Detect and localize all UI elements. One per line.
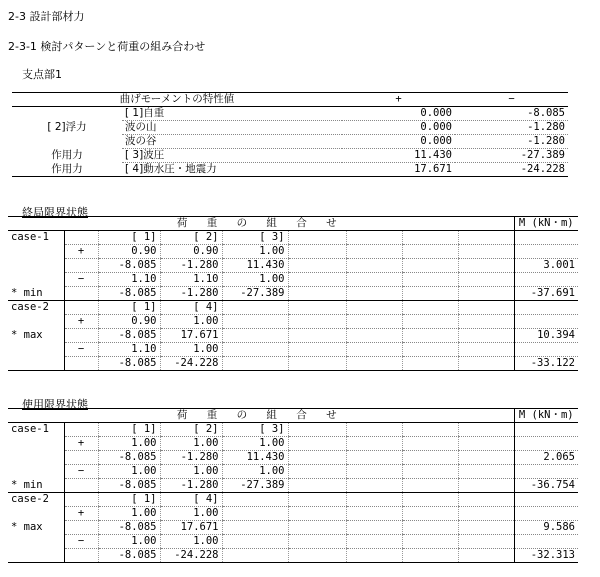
empty-cell bbox=[346, 343, 402, 357]
factor-2-cell: 1.00 bbox=[160, 465, 222, 479]
empty-cell bbox=[288, 549, 346, 563]
empty-cell bbox=[346, 287, 402, 301]
subsection-heading: 2-3-1 検討パターンと荷重の組み合わせ bbox=[8, 40, 206, 53]
sign-cell bbox=[64, 287, 98, 301]
case-label-cell bbox=[8, 549, 64, 563]
case-label-cell: case-1 bbox=[11, 423, 49, 436]
empty-cell bbox=[288, 301, 346, 315]
factor-1-cell: -8.085 bbox=[98, 451, 160, 465]
factor-2-cell: 0.90 bbox=[160, 245, 222, 259]
factor-1-cell: -8.085 bbox=[98, 259, 160, 273]
factor-2-cell: [ 2] bbox=[160, 423, 222, 437]
factor-3-cell: 1.00 bbox=[222, 245, 288, 259]
factor-3-cell bbox=[222, 301, 288, 315]
service-limit-title: 使用限界状態 bbox=[22, 398, 88, 411]
m-value-cell: -32.313 bbox=[514, 549, 578, 563]
char-minus-cell: -8.085 bbox=[455, 107, 568, 121]
empty-cell bbox=[288, 479, 346, 493]
factor-1-cell: [ 1] bbox=[98, 301, 160, 315]
empty-cell bbox=[402, 259, 458, 273]
sign-cell bbox=[64, 301, 98, 315]
case-label-cell: case-2 bbox=[11, 493, 49, 506]
factor-2-cell: 17.671 bbox=[160, 521, 222, 535]
factor-3-cell: 11.430 bbox=[222, 259, 288, 273]
factor-2-cell: -24.228 bbox=[160, 549, 222, 563]
case-label-cell bbox=[8, 535, 64, 549]
empty-cell bbox=[402, 507, 458, 521]
m-value-cell bbox=[514, 231, 578, 245]
empty-cell bbox=[458, 287, 514, 301]
empty-cell bbox=[458, 245, 514, 259]
sign-cell: − bbox=[64, 273, 98, 287]
sign-cell bbox=[64, 357, 98, 371]
empty-cell bbox=[288, 287, 346, 301]
empty-cell bbox=[346, 357, 402, 371]
case-label-cell: * max bbox=[11, 521, 43, 533]
factor-1-cell: 1.10 bbox=[98, 273, 160, 287]
factor-1-cell: 0.90 bbox=[98, 245, 160, 259]
factor-3-cell bbox=[222, 329, 288, 343]
combination-row bbox=[8, 245, 578, 259]
char-minus-cell: -1.280 bbox=[455, 121, 568, 135]
m-value-cell bbox=[514, 245, 578, 259]
case-label-cell bbox=[8, 315, 64, 329]
sign-cell bbox=[64, 451, 98, 465]
case-label-cell bbox=[8, 437, 64, 451]
combination-row bbox=[8, 493, 578, 507]
sign-cell: + bbox=[64, 507, 98, 521]
factor-2-cell: [ 4] bbox=[160, 493, 222, 507]
factor-1-cell: 0.90 bbox=[98, 315, 160, 329]
sign-cell: − bbox=[64, 343, 98, 357]
m-value-cell bbox=[514, 437, 578, 451]
characteristic-row bbox=[12, 121, 568, 135]
empty-cell bbox=[346, 535, 402, 549]
empty-cell bbox=[346, 521, 402, 535]
empty-cell bbox=[402, 437, 458, 451]
case-label-cell: case-1 bbox=[11, 231, 49, 244]
empty-cell bbox=[402, 287, 458, 301]
section-heading: 2-3 設計部材力 bbox=[8, 10, 85, 23]
factor-2-cell: -24.228 bbox=[160, 357, 222, 371]
m-value-cell: 10.394 bbox=[514, 329, 578, 343]
char-label-cell: [ 4]動水圧・地震力 bbox=[125, 163, 217, 175]
empty-cell bbox=[458, 423, 514, 437]
empty-cell bbox=[458, 535, 514, 549]
case-label-cell: * min bbox=[11, 286, 43, 299]
factor-2-cell: -1.280 bbox=[160, 287, 222, 301]
m-value-cell bbox=[514, 465, 578, 479]
case-label-cell bbox=[8, 357, 64, 371]
char-header-label: 曲げモーメントの特性値 bbox=[119, 93, 235, 105]
char-minus-cell: -27.389 bbox=[455, 149, 568, 163]
empty-cell bbox=[402, 465, 458, 479]
char-plus-cell: 0.000 bbox=[342, 135, 455, 149]
empty-cell bbox=[288, 535, 346, 549]
empty-cell bbox=[346, 315, 402, 329]
m-value-cell bbox=[514, 343, 578, 357]
empty-cell bbox=[402, 343, 458, 357]
empty-cell bbox=[402, 315, 458, 329]
empty-cell bbox=[458, 549, 514, 563]
empty-cell bbox=[346, 423, 402, 437]
factor-2-cell: 1.00 bbox=[160, 535, 222, 549]
sign-cell bbox=[64, 479, 98, 493]
ult-combo-header: 荷 重 の 組 合 せ bbox=[176, 217, 345, 229]
sign-cell bbox=[64, 329, 98, 343]
ultimate-limit-title: 終局限界状態 bbox=[22, 206, 88, 219]
factor-3-cell bbox=[222, 521, 288, 535]
m-value-cell: -33.122 bbox=[514, 357, 578, 371]
factor-1-cell: -8.085 bbox=[98, 357, 160, 371]
char-group-cell bbox=[12, 135, 122, 149]
factor-1-cell: -8.085 bbox=[98, 479, 160, 493]
characteristic-header-row bbox=[12, 93, 568, 107]
factor-3-cell: 1.00 bbox=[222, 273, 288, 287]
case-label-cell bbox=[8, 245, 64, 259]
char-plus-cell: 17.671 bbox=[414, 163, 452, 175]
char-group-cell: [ 2]浮力 bbox=[47, 121, 87, 133]
combination-row bbox=[8, 423, 578, 437]
factor-2-cell: 1.00 bbox=[160, 437, 222, 451]
empty-cell bbox=[458, 273, 514, 287]
factor-1-cell: -8.085 bbox=[98, 329, 160, 343]
empty-cell bbox=[458, 437, 514, 451]
service-combination-table bbox=[8, 408, 578, 563]
empty-cell bbox=[346, 273, 402, 287]
empty-cell bbox=[402, 231, 458, 245]
combination-row bbox=[8, 273, 578, 287]
m-value-cell: 3.001 bbox=[514, 259, 578, 273]
factor-2-cell: -1.280 bbox=[160, 479, 222, 493]
factor-3-cell: -27.389 bbox=[222, 287, 288, 301]
sign-cell bbox=[64, 521, 98, 535]
factor-1-cell: 1.00 bbox=[98, 437, 160, 451]
case-label-cell bbox=[8, 343, 64, 357]
factor-3-cell: 1.00 bbox=[222, 465, 288, 479]
combination-row bbox=[8, 259, 578, 273]
factor-2-cell: 17.671 bbox=[160, 329, 222, 343]
combination-row bbox=[8, 315, 578, 329]
factor-1-cell: [ 1] bbox=[98, 231, 160, 245]
char-header-plus: + bbox=[395, 93, 402, 105]
empty-cell bbox=[288, 259, 346, 273]
factor-2-cell: 1.00 bbox=[160, 343, 222, 357]
factor-1-cell: 1.00 bbox=[98, 535, 160, 549]
combination-row bbox=[8, 451, 578, 465]
factor-2-cell: 1.00 bbox=[160, 315, 222, 329]
empty-cell bbox=[402, 493, 458, 507]
empty-cell bbox=[402, 329, 458, 343]
m-value-cell bbox=[514, 315, 578, 329]
empty-cell bbox=[402, 423, 458, 437]
empty-cell bbox=[346, 259, 402, 273]
support-heading: 支点部1 bbox=[22, 68, 62, 81]
combination-row bbox=[8, 343, 578, 357]
factor-3-cell bbox=[222, 357, 288, 371]
empty-cell bbox=[346, 329, 402, 343]
ult-header-row bbox=[8, 217, 578, 231]
empty-cell bbox=[458, 357, 514, 371]
combination-row bbox=[8, 535, 578, 549]
empty-cell bbox=[346, 301, 402, 315]
case-label-cell bbox=[8, 259, 64, 273]
factor-3-cell: 1.00 bbox=[222, 437, 288, 451]
empty-cell bbox=[288, 451, 346, 465]
case-label-cell: case-2 bbox=[11, 301, 49, 314]
case-label-cell bbox=[8, 507, 64, 521]
sign-cell bbox=[64, 259, 98, 273]
empty-cell bbox=[402, 535, 458, 549]
sign-cell bbox=[64, 549, 98, 563]
characteristic-row bbox=[12, 107, 568, 121]
empty-cell bbox=[288, 315, 346, 329]
case-label-cell: * min bbox=[11, 478, 43, 491]
empty-cell bbox=[458, 329, 514, 343]
sign-cell: − bbox=[64, 535, 98, 549]
m-value-cell: -37.691 bbox=[514, 287, 578, 301]
combination-row bbox=[8, 301, 578, 315]
factor-1-cell: -8.085 bbox=[98, 521, 160, 535]
empty-cell bbox=[288, 273, 346, 287]
factor-2-cell: [ 4] bbox=[160, 301, 222, 315]
empty-cell bbox=[346, 231, 402, 245]
m-value-cell bbox=[514, 423, 578, 437]
empty-cell bbox=[402, 451, 458, 465]
empty-cell bbox=[458, 315, 514, 329]
combination-row bbox=[8, 549, 578, 563]
char-plus-cell: 0.000 bbox=[342, 121, 455, 135]
factor-3-cell bbox=[222, 343, 288, 357]
sign-cell bbox=[64, 493, 98, 507]
empty-cell bbox=[402, 357, 458, 371]
factor-3-cell: [ 3] bbox=[222, 231, 288, 245]
char-header-minus: − bbox=[508, 93, 515, 105]
empty-cell bbox=[288, 507, 346, 521]
case-label-cell bbox=[8, 451, 64, 465]
m-value-cell: 9.586 bbox=[514, 521, 578, 535]
m-value-cell bbox=[514, 493, 578, 507]
empty-cell bbox=[288, 423, 346, 437]
sign-cell: + bbox=[64, 315, 98, 329]
char-plus-cell: 11.430 bbox=[342, 149, 455, 163]
characteristic-row bbox=[12, 163, 568, 177]
factor-3-cell bbox=[222, 315, 288, 329]
char-minus-cell: -1.280 bbox=[455, 135, 568, 149]
char-label-cell: [ 3]波圧 bbox=[122, 149, 342, 163]
empty-cell bbox=[346, 507, 402, 521]
char-group-cell: 作用力 bbox=[51, 162, 83, 175]
empty-cell bbox=[346, 437, 402, 451]
characteristic-row bbox=[12, 135, 568, 149]
sign-cell: + bbox=[64, 245, 98, 259]
empty-cell bbox=[402, 479, 458, 493]
char-group-cell: 作用力 bbox=[51, 149, 83, 161]
factor-3-cell: [ 3] bbox=[222, 423, 288, 437]
factor-3-cell bbox=[222, 493, 288, 507]
svc-m-header: M (kN・m) bbox=[514, 409, 578, 423]
m-value-cell bbox=[514, 507, 578, 521]
factor-3-cell bbox=[222, 535, 288, 549]
combination-row bbox=[8, 287, 578, 301]
ultimate-combination-table bbox=[8, 216, 578, 371]
factor-2-cell: [ 2] bbox=[160, 231, 222, 245]
empty-cell bbox=[346, 479, 402, 493]
empty-cell bbox=[288, 231, 346, 245]
empty-cell bbox=[346, 245, 402, 259]
empty-cell bbox=[288, 343, 346, 357]
m-value-cell: -36.754 bbox=[514, 479, 578, 493]
empty-cell bbox=[402, 273, 458, 287]
m-value-cell bbox=[514, 301, 578, 315]
factor-1-cell: 1.10 bbox=[98, 343, 160, 357]
empty-cell bbox=[288, 245, 346, 259]
sign-cell bbox=[64, 231, 98, 245]
char-label-cell: 波の山 bbox=[122, 121, 342, 135]
combination-row bbox=[8, 521, 578, 535]
empty-cell bbox=[402, 521, 458, 535]
empty-cell bbox=[458, 465, 514, 479]
combination-row bbox=[8, 329, 578, 343]
empty-cell bbox=[346, 549, 402, 563]
combination-row bbox=[8, 479, 578, 493]
factor-2-cell: -1.280 bbox=[160, 259, 222, 273]
empty-cell bbox=[346, 465, 402, 479]
char-label-cell: 波の谷 bbox=[122, 135, 342, 149]
combination-row bbox=[8, 231, 578, 245]
empty-cell bbox=[458, 493, 514, 507]
combination-row bbox=[8, 465, 578, 479]
sign-cell: + bbox=[64, 437, 98, 451]
factor-2-cell: -1.280 bbox=[160, 451, 222, 465]
characteristic-table bbox=[12, 92, 568, 177]
empty-cell bbox=[458, 521, 514, 535]
char-plus-cell: 0.000 bbox=[342, 107, 455, 121]
empty-cell bbox=[402, 301, 458, 315]
empty-cell bbox=[288, 465, 346, 479]
svc-combo-header: 荷 重 の 組 合 せ bbox=[176, 409, 345, 421]
svc-header-row bbox=[8, 409, 578, 423]
empty-cell bbox=[288, 357, 346, 371]
empty-cell bbox=[346, 451, 402, 465]
factor-2-cell: 1.00 bbox=[160, 507, 222, 521]
factor-1-cell: 1.00 bbox=[98, 507, 160, 521]
combination-row bbox=[8, 357, 578, 371]
empty-cell bbox=[458, 231, 514, 245]
factor-3-cell: -27.389 bbox=[222, 479, 288, 493]
char-label-cell: [ 1]自重 bbox=[122, 107, 342, 121]
characteristic-row bbox=[12, 149, 568, 163]
combination-row bbox=[8, 437, 578, 451]
factor-1-cell: [ 1] bbox=[98, 493, 160, 507]
ult-m-header: M (kN・m) bbox=[514, 217, 578, 231]
empty-cell bbox=[458, 451, 514, 465]
factor-3-cell bbox=[222, 507, 288, 521]
case-label-cell bbox=[8, 273, 64, 287]
m-value-cell bbox=[514, 273, 578, 287]
m-value-cell: 2.065 bbox=[514, 451, 578, 465]
combination-row bbox=[8, 507, 578, 521]
sign-cell: − bbox=[64, 465, 98, 479]
empty-cell bbox=[458, 301, 514, 315]
factor-3-cell: 11.430 bbox=[222, 451, 288, 465]
factor-1-cell: -8.085 bbox=[98, 287, 160, 301]
char-minus-cell: -24.228 bbox=[520, 163, 565, 175]
factor-1-cell: 1.00 bbox=[98, 465, 160, 479]
empty-cell bbox=[458, 259, 514, 273]
empty-cell bbox=[346, 493, 402, 507]
case-label-cell bbox=[8, 465, 64, 479]
empty-cell bbox=[288, 329, 346, 343]
factor-2-cell: 1.10 bbox=[160, 273, 222, 287]
empty-cell bbox=[288, 521, 346, 535]
case-label-cell: * max bbox=[11, 329, 43, 341]
m-value-cell bbox=[514, 535, 578, 549]
empty-cell bbox=[288, 437, 346, 451]
factor-1-cell: -8.085 bbox=[98, 549, 160, 563]
empty-cell bbox=[458, 343, 514, 357]
sign-cell bbox=[64, 423, 98, 437]
factor-1-cell: [ 1] bbox=[98, 423, 160, 437]
empty-cell bbox=[402, 549, 458, 563]
empty-cell bbox=[458, 507, 514, 521]
factor-3-cell bbox=[222, 549, 288, 563]
empty-cell bbox=[288, 493, 346, 507]
empty-cell bbox=[402, 245, 458, 259]
char-group-cell bbox=[12, 107, 122, 121]
empty-cell bbox=[458, 479, 514, 493]
